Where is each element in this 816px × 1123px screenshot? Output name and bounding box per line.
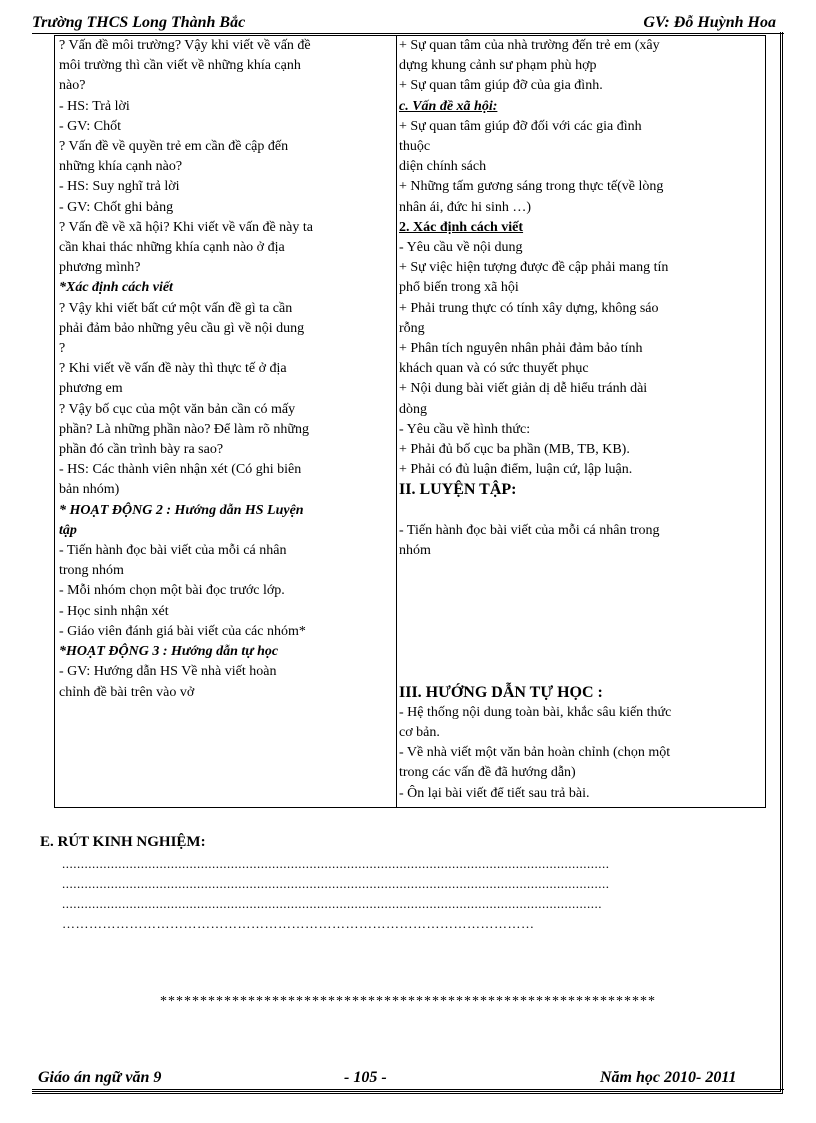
table-line: - GV: Chốt bbox=[59, 118, 121, 134]
teacher-name: GV: Đỗ Huỳnh Hoa bbox=[643, 14, 776, 31]
table-line: + Phải trung thực có tính xây dựng, không sáo bbox=[399, 300, 659, 316]
practice-heading: II. LUYỆN TẬP: bbox=[399, 481, 517, 499]
table-line: ? Vậy bố cục của một văn bản cần có mấy bbox=[59, 401, 296, 417]
table-line: chỉnh đề bài trên vào vở bbox=[59, 684, 195, 700]
table-line bbox=[399, 501, 763, 521]
school-name: Trường THCS Long Thành Bắc bbox=[32, 14, 246, 31]
table-line: + Sự quan tâm giúp đỡ của gia đình. bbox=[399, 78, 603, 94]
table-line: nhóm bbox=[399, 543, 431, 559]
table-line: + Sự quan tâm giúp đỡ đối với các gia đình bbox=[399, 118, 642, 134]
table-line: môi trường thì cần viết về những khía cạnh bbox=[59, 58, 301, 74]
activity-2-heading: * HOẠT ĐỘNG 2 : Hướng dẫn HS Luyện bbox=[59, 502, 304, 518]
table-line: tập bbox=[59, 522, 77, 538]
table-line: - Tiến hành đọc bài viết của mỗi cá nhân bbox=[59, 543, 287, 559]
table-line: + Phân tích nguyên nhân phải đảm bảo tính bbox=[399, 341, 643, 357]
table-line: + Sự quan tâm của nhà trường đến trẻ em (xây bbox=[399, 38, 660, 53]
table-line: bản nhóm) bbox=[59, 482, 120, 498]
table-line: + Nội dung bài viết giản dị dễ hiểu tránh dài bbox=[399, 381, 648, 397]
self-study-heading: III. HƯỚNG DẪN TỰ HỌC : bbox=[399, 683, 603, 701]
table-line: dòng bbox=[399, 401, 427, 417]
table-line: - HS: Các thành viên nhận xét (Có ghi biên bbox=[59, 462, 302, 478]
star-separator: ************************************************************** bbox=[160, 994, 656, 1009]
note-line: ................................................................................................................................................ bbox=[62, 896, 602, 911]
table-line: phần đó cần trình bày ra sao? bbox=[59, 442, 224, 458]
table-line: - Ôn lại bài viết để tiết sau trả bài. bbox=[399, 785, 590, 801]
experience-section-title: E. RÚT KINH NGHIỆM: bbox=[40, 834, 206, 850]
table-line bbox=[399, 642, 763, 662]
footer-subject: Giáo án ngữ văn 9 bbox=[38, 1069, 162, 1086]
table-line: dựng khung cảnh sư phạm phù hợp bbox=[399, 58, 597, 74]
table-line: + Phải đủ bố cục ba phần (MB, TB, KB). bbox=[399, 442, 630, 458]
lesson-table bbox=[54, 35, 766, 808]
table-line: - Giáo viên đánh giá bài viết của các nhóm* bbox=[59, 623, 306, 639]
table-line: những khía cạnh nào? bbox=[59, 159, 183, 175]
table-line: ? bbox=[59, 341, 66, 357]
table-line: phổ biến trong xã hội bbox=[399, 280, 519, 296]
table-line: - HS: Suy nghĩ trả lời bbox=[59, 179, 180, 195]
table-line: ? Khi viết về vấn đề này thì thực tế ở địa bbox=[59, 361, 287, 377]
column-divider bbox=[396, 36, 397, 807]
lesson-content-column bbox=[399, 36, 763, 804]
table-line: cơ bản. bbox=[399, 724, 440, 740]
table-line: nào? bbox=[59, 78, 86, 94]
table-line: - Hệ thống nội dung toàn bài, khắc sâu kiến thức bbox=[399, 704, 672, 720]
table-line: phương em bbox=[59, 381, 123, 397]
header-rule bbox=[32, 33, 784, 34]
page-header bbox=[32, 12, 784, 34]
table-line: ? Vấn đề về quyền trẻ em cần đề cập đến bbox=[59, 139, 289, 155]
table-line: phương mình? bbox=[59, 260, 141, 276]
table-line: - Yêu cầu về nội dung bbox=[399, 240, 523, 256]
table-line: - Yêu cầu về hình thức: bbox=[399, 421, 531, 437]
table-line: ? Vấn đề môi trường? Vậy khi viết về vấn đề bbox=[59, 38, 311, 53]
table-line bbox=[399, 561, 763, 581]
table-line: ? Vấn đề về xã hội? Khi viết về vấn đề này ta bbox=[59, 219, 313, 235]
table-line: + Những tấm gương sáng trong thực tế(về lòng bbox=[399, 179, 664, 195]
footer-rule bbox=[32, 1089, 784, 1090]
note-line: .................................................................................................................................................. bbox=[62, 876, 610, 891]
page-number: - 105 - bbox=[344, 1069, 387, 1086]
teacher-student-activities-column bbox=[59, 36, 391, 703]
table-line bbox=[399, 581, 763, 601]
table-line: - Về nhà viết một văn bản hoàn chỉnh (chọn một bbox=[399, 745, 671, 761]
activity-3-heading: *HOẠT ĐỘNG 3 : Hướng dẫn tự học bbox=[59, 644, 279, 660]
table-line: thuộc bbox=[399, 139, 431, 155]
table-line: - GV: Hướng dẫn HS Về nhà viết hoàn bbox=[59, 664, 277, 680]
writing-method-heading: 2. Xác định cách viết bbox=[399, 219, 524, 235]
table-line: diện chính sách bbox=[399, 159, 487, 175]
social-issue-heading: c. Vấn đề xã hội: bbox=[399, 98, 498, 114]
table-line: khách quan và có sức thuyết phục bbox=[399, 361, 589, 377]
table-line: - HS: Trả lời bbox=[59, 98, 130, 114]
table-line: - GV: Chốt ghi bảng bbox=[59, 199, 174, 215]
table-line: rỗng bbox=[399, 320, 425, 336]
footer-school-year: Năm học 2010- 2011 bbox=[600, 1069, 737, 1086]
table-line: *Xác định cách viết bbox=[59, 280, 173, 296]
table-line: phải đảm bảo những yêu cầu gì về nội dung bbox=[59, 320, 305, 336]
table-line: + Phải có đủ luận điểm, luận cứ, lập luận. bbox=[399, 462, 633, 478]
table-line: cần khai thác những khía cạnh nào ở địa bbox=[59, 240, 285, 256]
table-line bbox=[399, 622, 763, 642]
note-line: …………………………………………………………………………………………… bbox=[62, 916, 535, 931]
table-line: - Tiến hành đọc bài viết của mỗi cá nhân trong bbox=[399, 522, 660, 538]
table-line bbox=[399, 602, 763, 622]
table-line: nhân ái, đức hi sinh …) bbox=[399, 199, 532, 215]
note-line: .................................................................................................................................................. bbox=[62, 856, 610, 871]
table-line: trong nhóm bbox=[59, 563, 124, 579]
table-line: ? Vậy khi viết bất cứ một vấn đề gì ta cần bbox=[59, 300, 293, 316]
table-line: trong các vấn đề đã hướng dẫn) bbox=[399, 765, 576, 781]
table-line: - Học sinh nhận xét bbox=[59, 603, 169, 619]
table-line: - Mỗi nhóm chọn một bài đọc trước lớp. bbox=[59, 583, 285, 599]
table-line: phần? Là những phần nào? Để làm rõ những bbox=[59, 421, 309, 437]
table-line bbox=[399, 662, 763, 682]
table-line: + Sự việc hiện tượng được đề cập phải mang tín bbox=[399, 260, 669, 276]
